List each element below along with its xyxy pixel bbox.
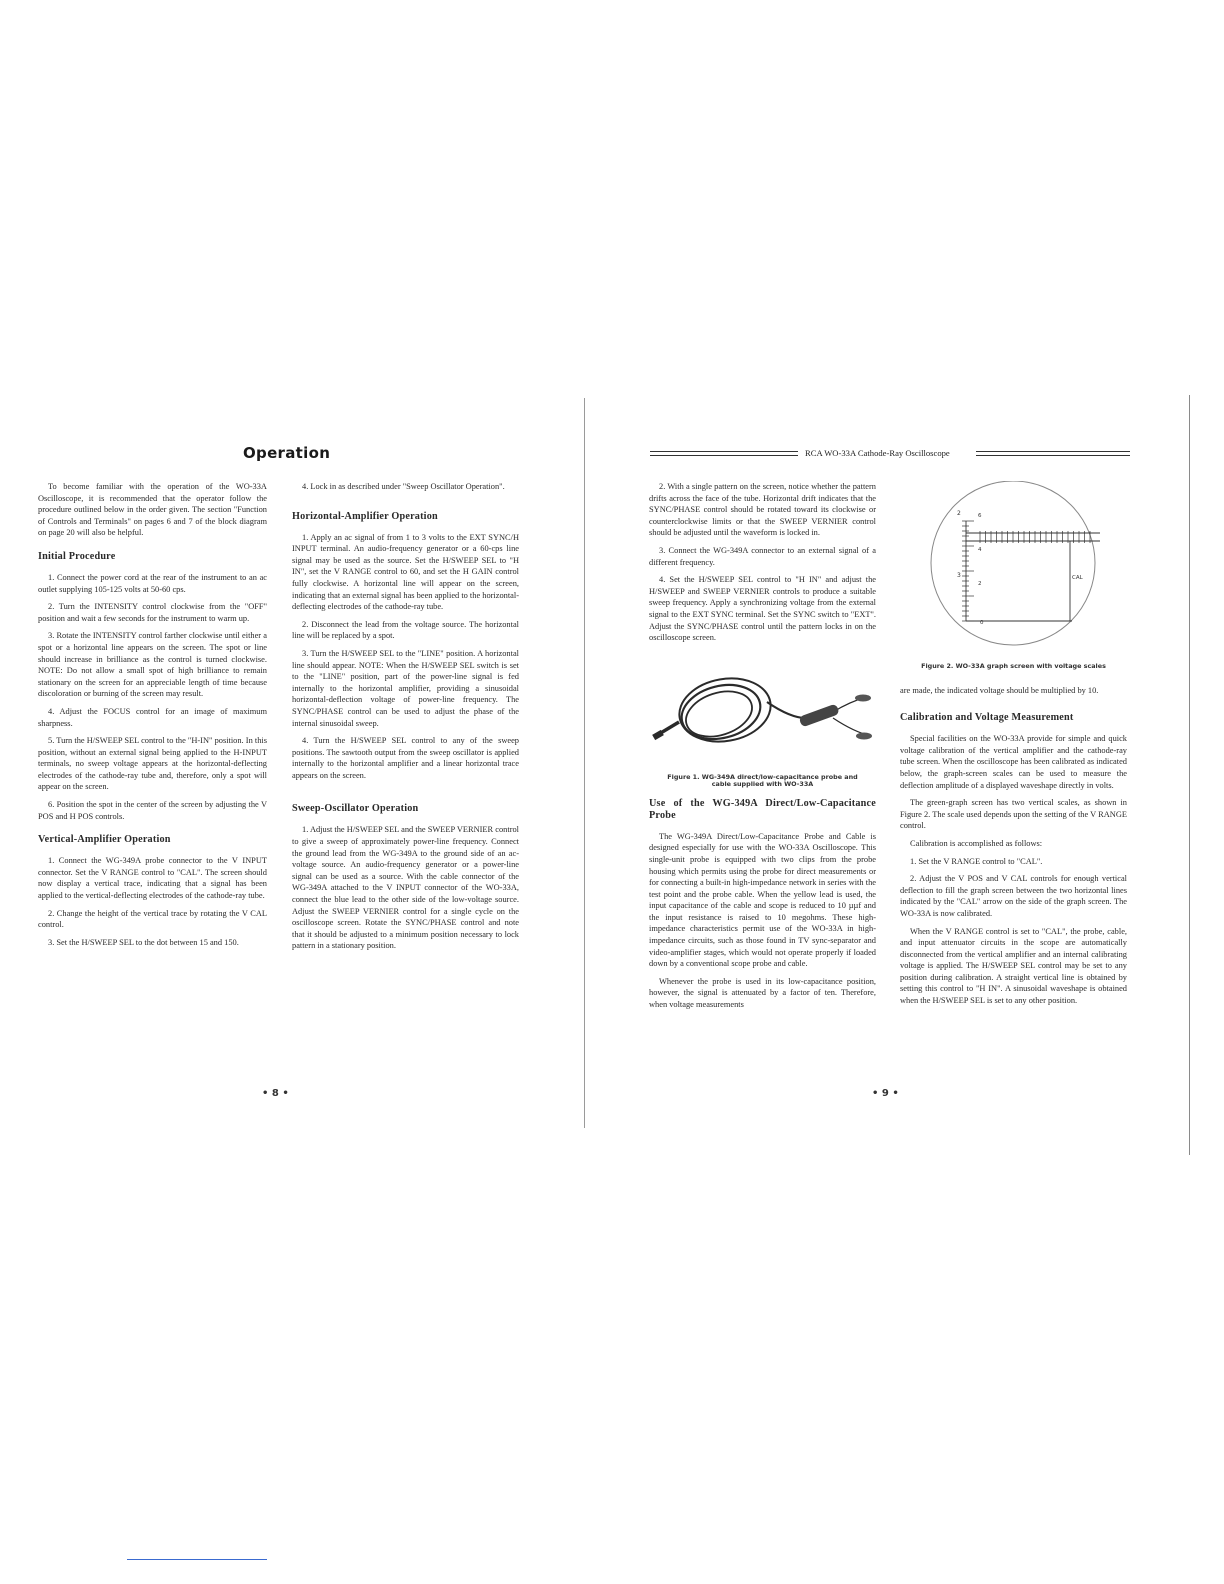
figure-1-caption [649, 774, 876, 792]
list-item: 1. Connect the power cord at the rear of the instrument to an ac outlet supplying 105-125 volts at 50-60 cps. [38, 572, 267, 594]
running-header [650, 448, 1130, 460]
page-number-left: • 8 • [262, 1088, 289, 1099]
horizontal-amplifier-heading: Horizontal-Amplifier Operation [292, 510, 438, 522]
list-item: 2. Change the height of the vertical trace by rotating the V CAL control. [38, 908, 267, 930]
list-item: 3. Turn the H/SWEEP SEL to the "LINE" position. A horizontal line should appear. NOTE: When the H/SWEEP SEL switch is set to the "LINE" position, part of the power-line signal is fed internally to the horizontal amplifier, providing a sinusoidal horizontal-deflection voltage of power-line frequency. The SYNC/PHASE control can be used to adjust the phase of the internal sinusoidal sweep. [292, 648, 519, 728]
clip-yellow [855, 694, 871, 701]
list-item: 4. Lock in as described under "Sweep Oscillator Operation". [302, 482, 505, 491]
list-item: 1. Adjust the H/SWEEP SEL and the SWEEP VERNIER control to give a sweep of approximately power-line frequency. Connect the ground lead from the WG-349A to the ground side of an ac-voltage source. An audio-frequency generator or a power-line signal can be used as a source. With the cable connector of the WG-349A attached to the V INPUT connector of the WO-33A, connect the blue lead to the other side of the low-voltage source. Adjust the SWEEP VERNIER control for a single cycle on the oscilloscope screen. Rotate the SYNC/PHASE control and note that it should be adjusted to a minimum position necessary to lock pattern in a stationary position. [292, 825, 519, 951]
probe-paragraph: The WG-349A Direct/Low-Capacitance Probe and Cable is designed especially for use with the WO-33A Oscilloscope. This single-unit probe is equipped with two clips from the probe housing which permits using the probe for direct measurements or for connecting a built-in high-impedance network in series with the test point and the probe cable. When the yellow lead is used, the input capacitance of the cable and scope is reduced to 10 µµf and the input resistance is raised to 10 megohms. These high-impedance characteristics permit use of the WO-33A in high-impedance circuits, such as those found in TV sync-separator and video-amplifier stages, which would not operate properly if loaded down by a conventional scope probe and cable. [649, 831, 876, 969]
calibration-paragraph: Calibration is accomplished as follows: [910, 838, 1043, 848]
calibration-paragraph: Special facilities on the WO-33A provide for simple and quick voltage calibration of the vertical amplifier and the cathode-ray tube screen. When the oscilloscope has been calibrated as indicated below, the graph-screen scales can be used to measure the deflection amplitude of a displayed waveshape directly in volts. [900, 734, 1127, 790]
initial-procedure-heading: Initial Procedure [38, 550, 116, 562]
figure-2-caption: Figure 2. WO-33A graph screen with voltage scales [921, 662, 1106, 670]
probe-cable-illustration [649, 652, 876, 770]
tick-label-2: 2 [978, 581, 982, 587]
calibration-paragraph: 2. Adjust the V POS and V CAL controls for enough vertical deflection to fill the graph screen between the two horizontal lines indicated by the "CAL" arrow on the side of the graph screen. The WO-33A is now calibrated. [900, 874, 1127, 918]
header-rule-right [976, 451, 1130, 456]
continuation-paragraph: are made, the indicated voltage should be multiplied by 10. [900, 685, 1099, 695]
list-item: 2. With a single pattern on the screen, notice whether the pattern drifts across the face of the tube. Horizontal drift indicates that the SYNC/PHASE control should be rotated toward its clockwise or counterclockwise limits or that the SWEEP VERNIER control should be adjusted until the waveform is locked in. [649, 482, 876, 538]
probe-heading: Use of the WG-349A Direct/Low-Capacitance Probe [649, 797, 876, 821]
calibration-heading: Calibration and Voltage Measurement [900, 712, 1074, 724]
right-column-2 [900, 481, 1127, 1013]
page-number-right: • 9 • [872, 1088, 899, 1099]
list-item: 5. Turn the H/SWEEP SEL control to the "H-IN" position. In this position, without an external signal being applied to the H-INPUT terminals, no sweep voltage appears at the horizontal-deflecting electrodes of the cathode-ray tube and, therefore, only a spot will appear on the screen. [38, 736, 267, 792]
figure-1 [649, 652, 876, 770]
list-item: 3. Rotate the INTENSITY control farther clockwise until either a spot or a horizontal line appears on the screen. The spot or line should increase in brilliance as the control is turned clockwise. NOTE: Do not allow a small spot of high brilliance to remain stationary on the screen for an appreciable length of time because discoloration or burning of the screen may result. [38, 631, 267, 699]
scale-label-3: 3 [957, 572, 961, 579]
list-item: 4. Set the H/SWEEP SEL control to "H IN" and adjust the H/SWEEP and SWEEP VERNIER controls to produce a suitable sweep frequency. Apply a synchronizing voltage from the external signal to the EXT SYNC terminal. Set the SYNC switch to "EXT". Adjust the SYNC/PHASE control until the pattern locks in on the oscilloscope screen. [649, 575, 876, 643]
figure-2 [900, 481, 1127, 657]
tick-label-0: 0 [980, 620, 984, 626]
figure-1-caption-line2: cable supplied with WO-33A [711, 780, 814, 789]
list-item: 1. Apply an ac signal of from 1 to 3 volts to the EXT SYNC/H INPUT terminal. An audio-frequency generator or a 60-cps line signal may be used as the source. Set the H/SWEEP SEL to "H IN", set the V RANGE control to 60, and set the H GAIN control fully clockwise. A horizontal line will appear on the screen, indicating that an external signal has been applied to the horizontal-deflecting electrodes of the cathode-ray tube. [292, 532, 519, 612]
list-item: 4. Turn the H/SWEEP SEL control to any of the sweep positions. The sawtooth output from the sweep oscillator is applied internally to the horizontal amplifier and a linear horizontal trace appears on the screen. [292, 736, 519, 780]
right-page-edge [1189, 395, 1190, 1155]
header-rule-left [650, 451, 798, 456]
graph-screen-illustration [900, 481, 1127, 657]
list-item: 2. Turn the INTENSITY control clockwise from the "OFF" position and wait a few seconds for the instrument to warm up. [38, 602, 267, 623]
probe-housing [798, 703, 839, 727]
tick-label-6: 6 [978, 513, 982, 519]
list-item: 2. Disconnect the lead from the voltage source. The horizontal line will be replaced by a spot. [292, 619, 519, 641]
scale-label-2: 2 [957, 510, 961, 517]
left-column-1 [38, 481, 267, 954]
figure-1-caption-line1: Figure 1. WG-349A direct/low-capacitance probe and [667, 772, 858, 781]
list-item: 1. Connect the WG-349A probe connector to the V INPUT connector. Set the V RANGE control to "CAL". The screen should now display a vertical trace, indicating that a signal has been applied to the vertical-deflecting electrodes of the cathode-ray tube. [38, 856, 267, 901]
list-item: 3. Connect the WG-349A connector to an external signal of a different frequency. [649, 545, 876, 567]
probe-paragraph: Whenever the probe is used in its low-capacitance position, however, the signal is attenuated by a factor of ten. Therefore, when voltage measurements [649, 976, 876, 1010]
cal-label: CAL [1072, 575, 1083, 581]
vertical-amplifier-heading: Vertical-Amplifier Operation [38, 834, 171, 846]
tick-label-4: 4 [978, 547, 982, 553]
clip-blue [856, 732, 872, 739]
calibration-paragraph: 1. Set the V RANGE control to "CAL". [910, 856, 1043, 866]
right-column-1 [649, 481, 876, 1017]
list-item: 6. Position the spot in the center of the screen by adjusting the V POS and H POS controls. [38, 800, 267, 821]
calibration-paragraph: The green-graph screen has two vertical scales, as shown in Figure 2. The scale used depends upon the setting of the V RANGE control. [900, 798, 1127, 831]
calibration-paragraph: When the V RANGE control is set to "CAL", the probe, cable, and input attenuator circuits in the scope are automatically disconnected from the vertical amplifier and an internal calibrating voltage is applied. The H/SWEEP SEL control may be set to any position during calibration. A straight vertical line is obtained by setting this control to "H IN". A sinusoidal waveshape is obtained when the H/SWEEP SEL is set to any other position. [900, 926, 1127, 1006]
sweep-oscillator-heading: Sweep-Oscillator Operation [292, 803, 419, 815]
page-gutter [584, 398, 585, 1128]
scan-edge-line [127, 1559, 267, 1560]
page-title: Operation [243, 444, 331, 462]
left-column-2 [292, 481, 519, 958]
header-title: RCA WO-33A Cathode-Ray Oscilloscope [805, 448, 950, 458]
list-item: 3. Set the H/SWEEP SEL to the dot between 15 and 150. [48, 937, 239, 947]
list-item: 4. Adjust the FOCUS control for an image of maximum sharpness. [38, 706, 267, 728]
intro-paragraph: To become familiar with the operation of the WO-33A Oscilloscope, it is recommended that the operator follow the procedure outlined below in the order given. The section "Function of Controls and Terminals" on pages 6 and 7 of the block diagram on page 20 will also be helpful. [38, 482, 267, 538]
